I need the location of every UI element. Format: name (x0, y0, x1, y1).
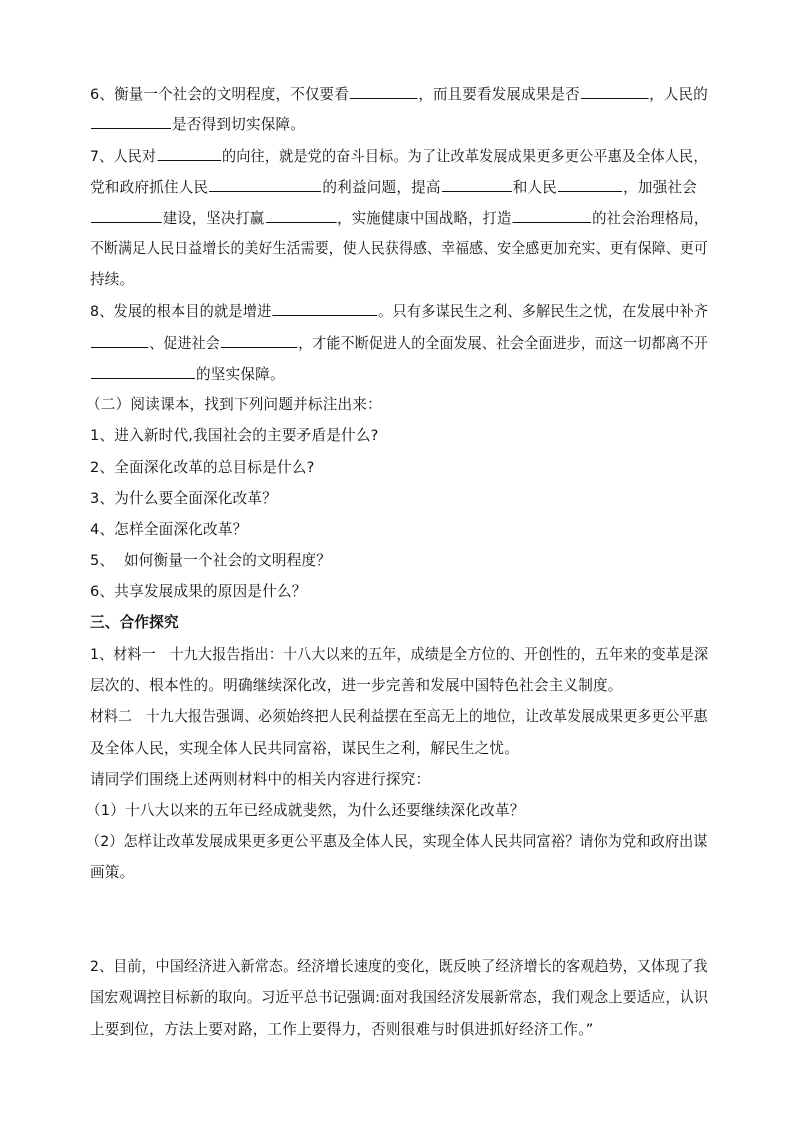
q6-line2 (90, 114, 305, 134)
fill-blank[interactable] (91, 333, 148, 348)
fill-blank[interactable] (350, 84, 417, 99)
fill-blank[interactable] (91, 208, 162, 223)
fill-blank[interactable] (157, 146, 221, 161)
q8-text-e: 的坚实保障。 (196, 366, 285, 383)
q6-text-a: 6、衡量一个社会的文明程度，不仅要看 (90, 86, 349, 103)
fill-blank[interactable] (221, 333, 297, 348)
q6-text-c: ，人民的 (649, 86, 708, 103)
q7-text-f: ，加强社会 (623, 179, 698, 196)
q8-line3 (90, 364, 285, 384)
fill-blank[interactable] (265, 208, 336, 223)
q8-text-d: ，才能不断促进人的全面发展、社会全面进步，而这一切都离不开 (298, 335, 709, 352)
fill-blank[interactable] (442, 177, 512, 192)
reading-question: 6、共享发展成果的原因是什么？ (90, 583, 307, 600)
question-2-line3: 上要到位，方法上要对路，工作上要得力，否则很难与时俱进抓好经济工作。” (90, 1021, 594, 1038)
q7-line1 (90, 146, 708, 166)
material-one-line2: 层次的、根本性的。明确继续深化改，进一步完善和发展中国特色社会主义制度。 (90, 677, 623, 694)
q7-text-j: 不断满足人民日益增长的美好生活需要，使人民获得感、幸福感、安全感更加充实、更有保障、更可 (90, 240, 708, 257)
fill-blank[interactable] (272, 301, 377, 316)
sub-question-2-line2: 画策。 (90, 864, 135, 881)
sub-question-2-line1: （2）怎样让改革发展成果更多更公平惠及全体人民，实现全体人民共同富裕？请你为党和政府出谋 (86, 833, 708, 850)
reading-question: 2、全面深化改革的总目标是什么? (90, 459, 315, 476)
material-two-line1: 材料二 十九大报告强调、必须始终把人民利益摆在至高无上的地位，让改革发展成果更多更公平惠 (90, 708, 708, 725)
q7-text-c: 党和政府抓住人民 (90, 179, 209, 196)
q7-text-b: 的向往，就是党的奋斗目标。为了让改革发展成果更多更公平惠及全体人民， (221, 148, 708, 165)
q7-line3 (90, 208, 708, 228)
q6-text-d: 是否得到切实保障。 (172, 116, 306, 133)
fill-blank[interactable] (513, 208, 592, 223)
fill-blank[interactable] (91, 114, 171, 129)
q8-line1 (90, 301, 708, 321)
q6-text-b: ，而且要看发展成果是否 (418, 86, 580, 103)
question-2-line2: 国宏观调控目标新的取向。习近平总书记强调:面对我国经济发展新常态，我们观念上要适应，认识 (90, 989, 709, 1006)
q7-text-k: 持续。 (90, 271, 135, 288)
sub-question-1: （1）十八大以来的五年已经成就斐然，为什么还要继续深化改革？ (86, 802, 525, 819)
q7-text-e: 和人民 (512, 179, 558, 196)
q7-text-d: 的利益问题，提高 (322, 179, 441, 196)
q8-text-a: 8、发展的根本目的就是增进 (90, 303, 272, 320)
q7-text-i: 的社会治理格局， (592, 210, 709, 227)
q8-text-c: 、促进社会 (149, 335, 220, 352)
material-one-line1: 1、材料一 十九大报告指出：十八大以来的五年，成绩是全方位的、开创性的，五年来的变革是深 (90, 646, 709, 663)
q7-line2 (90, 177, 697, 197)
q7-line5 (90, 271, 134, 289)
reading-heading: （二）阅读课本，找到下列问题并标注出来： (86, 396, 382, 413)
section-title: 三、合作探究 (90, 614, 179, 631)
reading-question: 3、为什么要全面深化改革？ (90, 490, 278, 507)
q7-line4 (90, 240, 708, 258)
fill-blank[interactable] (558, 177, 622, 192)
reading-question: 4、怎样全面深化改革？ (90, 521, 248, 538)
q7-text-a: 7、人民对 (90, 148, 157, 165)
q7-text-g: 建设，坚决打赢 (162, 210, 265, 227)
material-two-line2: 及全体人民，实现全体人民共同富裕，谋民生之利，解民生之忧。 (90, 740, 520, 757)
reading-question: 1、进入新时代,我国社会的主要矛盾是什么? (90, 427, 379, 444)
fill-blank[interactable] (581, 84, 648, 99)
q8-text-b: 。只有多谋民生之利、多解民生之忧，在发展中补齐 (378, 303, 709, 320)
q6-line1 (90, 84, 708, 104)
q7-text-h: ，实施健康中国战略，打造 (337, 210, 512, 227)
reading-question: 5、 如何衡量一个社会的文明程度？ (90, 552, 332, 569)
question-2-line1: 2、目前，中国经济进入新常态。经济增长速度的变化，既反映了经济增长的客观趋势，又体现了我 (90, 958, 708, 975)
q8-line2 (90, 333, 708, 353)
fill-blank[interactable] (91, 364, 195, 379)
fill-blank[interactable] (209, 177, 321, 192)
explore-prompt: 请同学们围绕上述两则材料中的相关内容进行探究： (90, 771, 431, 788)
